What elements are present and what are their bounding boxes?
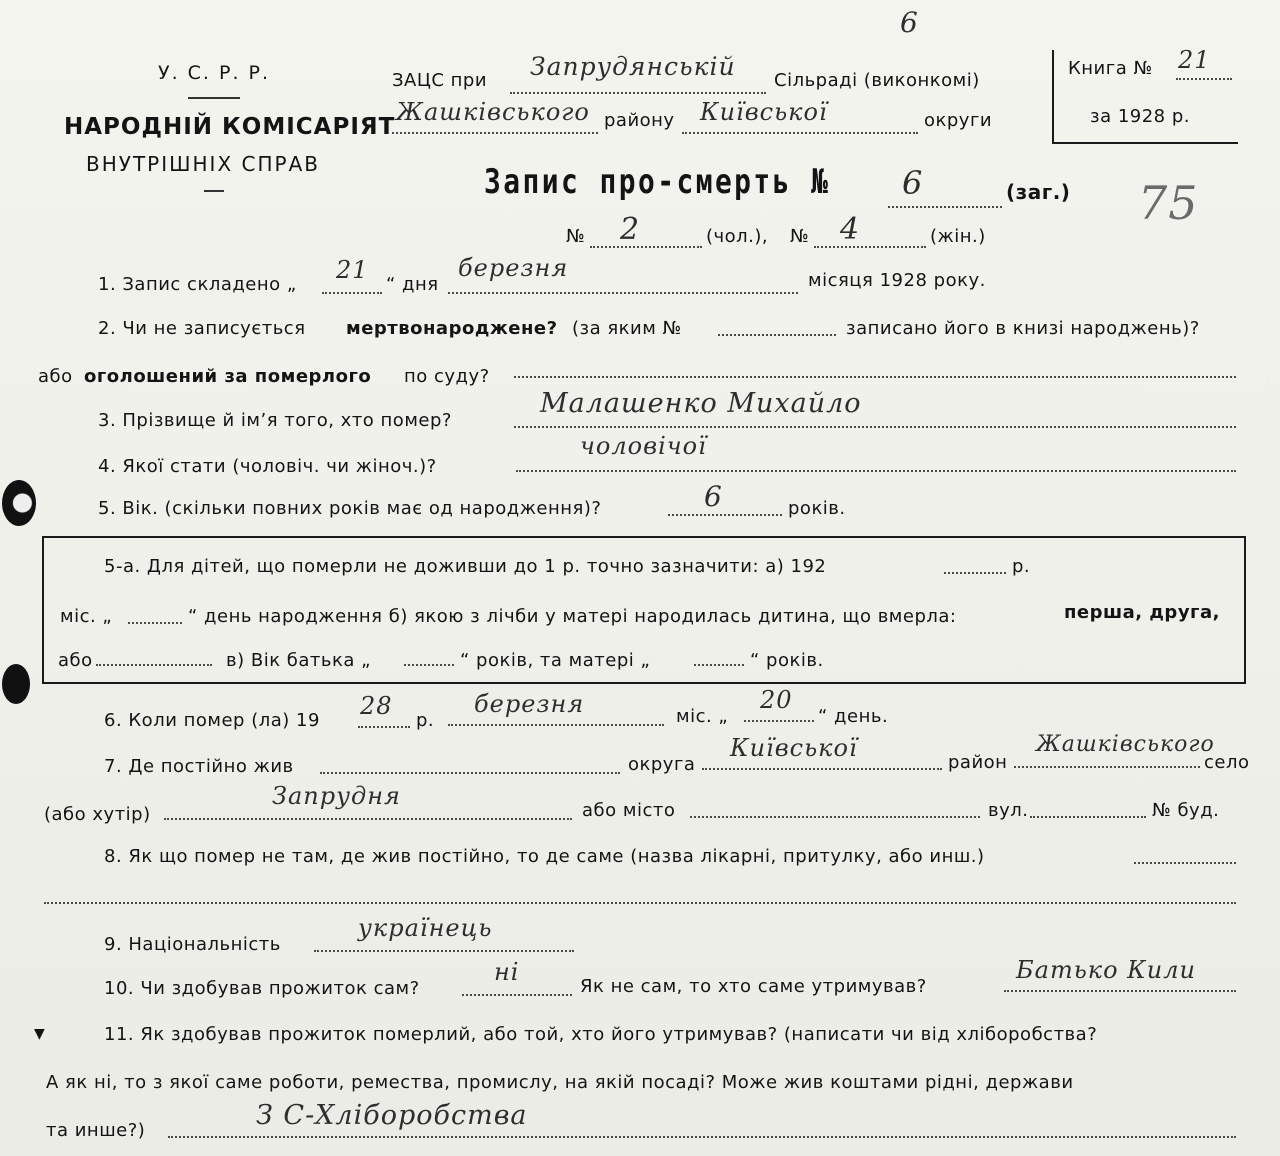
line-7-village: село xyxy=(1204,752,1250,773)
line-7-okruha: округа xyxy=(628,754,696,775)
okruha-line xyxy=(682,132,918,134)
hw-record-male: 2 xyxy=(620,212,641,247)
okruha-label: округи xyxy=(924,110,993,131)
female-label: (жін.) xyxy=(930,226,986,247)
line-10-who: Як не сам, то хто саме утримував? xyxy=(580,976,927,997)
line-5a-2: міс. „ xyxy=(60,606,113,627)
line-5-years: років. xyxy=(788,498,846,519)
hw-okruha-lived: Київської xyxy=(730,734,858,762)
raion-lived-line xyxy=(1014,766,1200,768)
hw-supporter: Батько Кили xyxy=(1016,956,1196,984)
street-line xyxy=(1030,816,1146,818)
month-line xyxy=(448,292,798,294)
line-7-raion: район xyxy=(948,752,1008,773)
line-5a-2-mid: “ день народження б) якою з лічби у матері народилась дитина, що вмерла: xyxy=(188,606,957,627)
line-2e-declared: оголошений за померлого xyxy=(84,366,372,387)
line-6-day: “ день. xyxy=(818,706,889,727)
zags-label: ЗАЦС при xyxy=(392,70,488,91)
hw-self-support: ні xyxy=(494,958,520,986)
line-1-day: “ дня xyxy=(386,274,439,295)
margin-mark: ▼ xyxy=(34,1026,46,1042)
line-7: 7. Де постійно жив xyxy=(104,756,294,777)
hw-khutir: Запрудня xyxy=(272,782,401,810)
day-line xyxy=(322,292,382,294)
line-6-month: міс. „ xyxy=(676,706,729,727)
hw-okruha: Київської xyxy=(700,98,828,126)
line-11-3: та инше?) xyxy=(46,1120,146,1141)
court-line xyxy=(514,376,1236,378)
okruha-lived-line xyxy=(702,768,942,770)
mother-age-line xyxy=(694,664,744,666)
female-no-line xyxy=(814,246,926,248)
line-11-2: А як ні, то з якої саме роботи, ремества, промислу, на якій посаді? Може жив коштами рідні, держави xyxy=(46,1072,1074,1093)
line-1-start: 1. Запис складено „ xyxy=(98,274,297,295)
name-line xyxy=(514,426,1236,428)
hw-raion-lived: Жашківського xyxy=(1036,732,1215,757)
place-line-2 xyxy=(44,902,1236,904)
line-5a-3: або xyxy=(58,650,93,671)
no-label-2: № xyxy=(790,226,810,247)
punch-hole-bottom xyxy=(2,664,30,704)
line-7e-city: або місто xyxy=(582,800,676,821)
line-6: 6. Коли помер (ла) 19 xyxy=(104,710,320,731)
year-label: за 1928 р. xyxy=(1090,106,1191,127)
book-no-line xyxy=(1176,78,1232,80)
infant-order-line xyxy=(96,664,212,666)
supporter-line xyxy=(1004,990,1236,992)
line-5a-3-mother: “ років, та матері „ xyxy=(460,650,651,671)
age-line xyxy=(668,514,782,516)
hw-record-female: 4 xyxy=(840,212,861,247)
death-month-line xyxy=(448,724,664,726)
line-2-start: 2. Чи не записується xyxy=(98,318,306,339)
line-3: 3. Прізвище й ім’я того, хто помер? xyxy=(98,410,452,431)
line-2e-start: або xyxy=(38,366,73,387)
nationality-line xyxy=(314,950,574,952)
line-5: 5. Вік. (скільки повних років має од народження)? xyxy=(98,498,602,519)
place-line-1 xyxy=(1134,862,1236,864)
line-7e-street: вул. xyxy=(988,800,1029,821)
hw-raion: Жашківського xyxy=(396,98,590,126)
line-6-year: р. xyxy=(416,710,435,731)
hw-occupation: З С-Хліборобства xyxy=(256,1100,528,1131)
infant-year-line xyxy=(944,572,1006,574)
occupation-line xyxy=(168,1136,1236,1138)
line-2e-end: по суду? xyxy=(404,366,490,387)
line-2-number: (за яким № xyxy=(572,318,682,339)
line-7e-house: № буд. xyxy=(1152,800,1220,821)
male-label: (чол.), xyxy=(706,226,769,247)
republic-label: У. С. Р. Р. xyxy=(158,62,271,84)
raion-line xyxy=(392,132,598,134)
hw-sex: чоловічої xyxy=(580,432,707,460)
line-7e: (або хутір) xyxy=(44,804,151,825)
header-divider xyxy=(188,97,240,99)
document-title: Запис про-смерть № xyxy=(484,162,831,202)
hw-record-total: 6 xyxy=(902,164,924,202)
self-support-line xyxy=(462,994,572,996)
line-5a-3-end: “ років. xyxy=(750,650,824,671)
header-divider-2 xyxy=(204,190,224,192)
hw-village: Запрудянській xyxy=(530,52,736,81)
line-5a-3-father: в) Вік батька „ xyxy=(226,650,371,671)
line-5a-1-end: р. xyxy=(1012,556,1031,577)
line-5a-1: 5-а. Для дітей, що померли не доживши до 1 р. точно зазначити: а) 192 xyxy=(104,556,827,577)
village-line xyxy=(510,92,766,94)
father-age-line xyxy=(404,664,454,666)
hw-month: березня xyxy=(458,254,569,282)
raion-label: району xyxy=(604,110,675,131)
khutir-line xyxy=(164,818,572,820)
line-2-stillborn: мертвонароджене? xyxy=(346,318,558,339)
internal-affairs-label: ВНУТРІШНІХ СПРАВ xyxy=(86,152,320,176)
line-10: 10. Чи здобував прожиток сам? xyxy=(104,978,420,999)
line-5a-2-end: перша, друга, xyxy=(1064,602,1220,623)
hw-day: 21 xyxy=(336,256,369,284)
line-4: 4. Якої стати (чоловіч. чи жіноч.)? xyxy=(98,456,437,477)
hw-nationality: українець xyxy=(358,914,493,942)
male-no-line xyxy=(590,246,702,248)
hw-death-day: 20 xyxy=(760,686,793,714)
hw-margin-number: 75 xyxy=(1138,176,1199,230)
commissariat-label: НАРОДНІЙ КОМІСАРІЯТ xyxy=(64,114,396,140)
death-day-line xyxy=(744,720,814,722)
total-no-line xyxy=(888,206,1002,208)
sex-line xyxy=(516,470,1236,472)
city-line xyxy=(690,816,980,818)
total-label: (заг.) xyxy=(1006,180,1071,204)
line-2-end: записано його в книзі народжень)? xyxy=(846,318,1200,339)
hw-death-month: березня xyxy=(474,690,585,718)
line-8: 8. Як що помер не там, де жив постійно, то де саме (назва лікарні, притулку, або инш.) xyxy=(104,846,985,867)
no-label-1: № xyxy=(566,226,586,247)
line-1-end: місяця 1928 року. xyxy=(808,270,986,291)
infant-month-line xyxy=(128,622,182,624)
book-label: Книга № xyxy=(1068,58,1153,79)
death-year-line xyxy=(358,726,410,728)
line-9: 9. Національність xyxy=(104,934,281,955)
hw-page-number: 6 xyxy=(900,6,919,39)
hw-surname-name: Малашенко Михайло xyxy=(540,388,862,419)
hw-death-year: 28 xyxy=(360,692,393,720)
line-11: 11. Як здобував прожиток померлий, або той, хто його утримував? (написати чи від хліборобства? xyxy=(104,1024,1098,1045)
selrada-label: Сільраді (виконкомі) xyxy=(774,70,980,91)
birth-book-line xyxy=(718,334,836,336)
hw-book-no: 21 xyxy=(1178,46,1211,74)
hw-age: 6 xyxy=(704,480,723,513)
punch-hole-top xyxy=(2,480,36,526)
lived-line xyxy=(320,772,620,774)
